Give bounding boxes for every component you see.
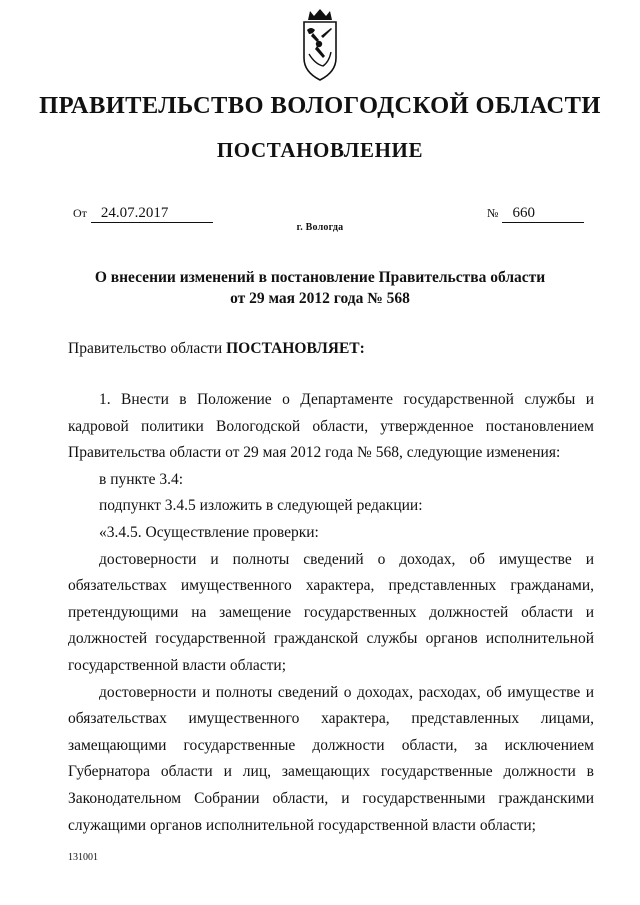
body-paragraph: подпункт 3.4.5 изложить в следующей редакции: <box>99 497 423 515</box>
number-prefix: № <box>487 206 499 220</box>
date-value: 24.07.2017 <box>91 205 213 223</box>
city: г. Вологда <box>296 222 344 233</box>
date-prefix: От <box>73 206 87 220</box>
body-paragraph: 1. Внести в Положение о Департаменте государственной службы и кадровой политики Вологодской области, утвержденное постановлением Правительства области от 29 мая 2012 года № 568, следующие изменения: <box>68 391 594 462</box>
vologda-coat-of-arms-icon <box>299 6 341 86</box>
subject-line-2: от 29 мая 2012 года № 568 <box>230 290 410 307</box>
body-paragraph: «3.4.5. Осуществление проверки: <box>99 523 319 541</box>
footer-code: 131001 <box>68 852 98 863</box>
organization-title: ПРАВИТЕЛЬСТВО ВОЛОГОДСКОЙ ОБЛАСТИ <box>39 92 601 119</box>
body-paragraph: в пункте 3.4: <box>99 470 184 488</box>
body-paragraph: достоверности и полноты сведений о доходах, об имуществе и обязательствах имущественного характера, представленных гражданами, претендующими на замещение государственных должностей области и должностей государственной гражданской службы органов исполнительной государственной власти области; <box>68 550 594 674</box>
preamble-text: Правительство области <box>68 340 227 357</box>
document-date <box>73 205 213 223</box>
preamble <box>68 340 365 358</box>
body-paragraph: достоверности и полноты сведений о доходах, расходах, об имуществе и обязательствах имущественного характера, представленных лицами, замещающими государственные должности области, за исключением Губернатора области и лиц, замещающих государственные должности в Законодательном Собрании области, и государственными гражданскими служащими органов исполнительной государственной власти области; <box>68 683 594 834</box>
document-body <box>68 387 594 839</box>
document-number <box>487 205 584 223</box>
document-type: ПОСТАНОВЛЕНИЕ <box>216 138 424 162</box>
preamble-decree: ПОСТАНОВЛЯЕТ: <box>226 340 365 357</box>
number-value: 660 <box>502 205 584 223</box>
subject-line-1: О внесении изменений в постановление Правительства области <box>94 269 546 286</box>
document-subject <box>60 267 580 309</box>
